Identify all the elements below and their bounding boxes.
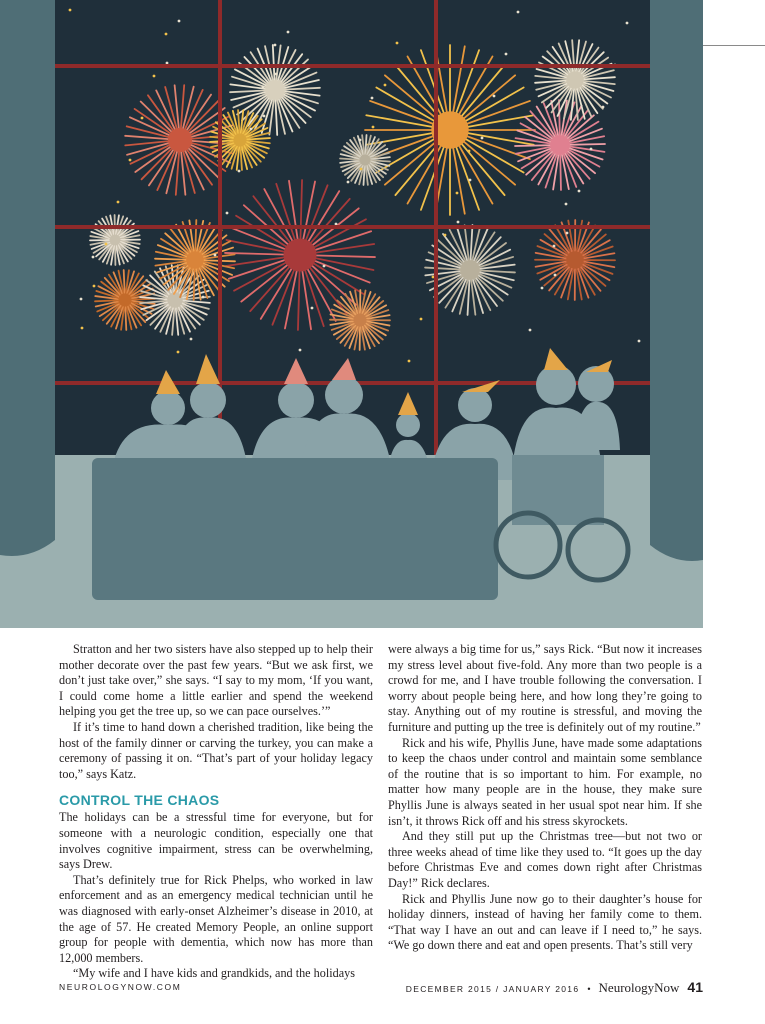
sparkle-dot [129,159,132,162]
sparkle-dot [177,351,180,354]
sparkle-dot [80,298,83,301]
footer-issue-date: DECEMBER 2015 / JANUARY 2016 [405,984,580,994]
sparkle-dot [638,340,641,343]
sparkle-dot [202,296,205,299]
sparkle-dot [117,201,120,204]
left-curtain [0,0,55,556]
sparkle-dot [554,274,557,277]
sparkle-dot [69,9,72,12]
footer-folio [406,979,703,996]
sparkle-dot [360,168,363,171]
right-column [388,642,702,954]
sparkle-dot [517,11,520,14]
sparkle-dot [274,44,277,47]
sparkle-dot [335,223,338,226]
paragraph: If it’s time to hand down a cherished tradition, like being the host of the family dinner or carving the turkey, you can make a ceremony of passing it on. “That’s part of your holiday legacy too,” says Katz. [59,719,373,781]
sparkle-dot [323,265,326,268]
sparkle-dot [602,106,605,109]
sparkle-dot [263,115,266,118]
sparkle-dot [359,139,362,142]
paragraph: Rick and Phyllis June now go to their daughter’s house for holiday dinners, instead of having her family come to them. “That way I have an out and can leave if I need to,” he says. “We go down there and eat and open presents. That’s still very [388,891,702,953]
sparkle-dot [105,243,108,246]
sparkle-dot [214,254,217,257]
sparkle-dot [153,75,156,78]
sparkle-dot [432,276,435,279]
sparkle-dot [396,42,399,45]
sparkle-dot [166,62,169,65]
left-column [59,642,373,982]
sparkle-dot [275,73,278,76]
sparkle-dot [311,307,314,310]
sparkle-dot [457,221,460,224]
top-rule [703,45,765,46]
section-heading: CONTROL THE CHAOS [59,792,220,809]
sparkle-dot [456,192,459,195]
paragraph: And they still put up the Christmas tree—but not two or three weeks ahead of time like they used to. “It goes up the day before Christmas Eve and comes down right after Christmas Day!” Rick declares. [388,829,702,890]
paragraph: Rick and his wife, Phyllis June, have made some adaptations to keep the chaos under control and maintain some semblance of the routine that is so important to him. For example, no matter how many people are in the house, they make sure Phyllis June is always seated in her usual spot near him. If she isn’t, it throws Rick off and his stress skyrockets. [388,735,702,828]
page-number: 41 [687,979,703,995]
sparkle-dot [178,20,181,23]
footer-bullet: • [587,984,591,994]
sparkle-dot [469,179,472,182]
sparkle-dot [347,181,350,184]
sparkle-dot [626,22,629,25]
sparkle-dot [250,128,253,131]
sparkle-dot [299,349,302,352]
sparkle-dot [444,234,447,237]
paragraph: were always a big time for us,” says Rick. “But now it increases my stress level about five-fold. Any more than two people is a crowd for me, and I have trouble following the conversation. I worry about people being here, and how long they’re going to stay. Anything out of my routine is stressful, and moving the furniture and putting up the tree is definitely out of my routine.” [388,642,702,734]
footer-magazine-name: NeurologyNow [598,980,680,995]
sparkle-dot [566,232,569,235]
sparkle-dot [408,360,411,363]
sparkle-dot [226,212,229,215]
sparkle-dot [190,338,193,341]
footer-site-url: NEUROLOGYNOW.COM [59,982,182,992]
sparkle-dot [371,97,374,100]
sparkle-dot [590,148,593,151]
sparkle-dot [92,256,95,259]
sparkle-dot [468,150,471,153]
paragraph: The holidays can be a stressful time for everyone, but for someone with a neurologic condition, especially one that involves cognitive impairment, stress can be overwhelming, says Drew. [59,810,373,872]
sparkle-dot [505,53,508,56]
sparkle-dot [262,86,265,89]
paragraph: “My wife and I have kids and grandkids, and the holidays [73,966,355,981]
sofa [92,458,498,600]
sparkle-dot [141,117,144,120]
sparkle-dot [493,95,496,98]
right-curtain [650,0,703,561]
paragraph: Stratton and her two sisters have also stepped up to help their mother decorate over the past few years. “But we ask first, we don’t just take over,” she says. “I say to my mom, ‘If you want, I could come home a little earlier and spend the weekend helping you get the tree up, so we can pace ourselves.’” [59,642,373,719]
sparkle-dot [420,318,423,321]
sparkle-dot [578,190,581,193]
sparkle-dot [93,285,96,288]
sparkle-dot [541,287,544,290]
sparkle-dot [165,33,168,36]
sparkle-dot [238,170,241,173]
sparkle-dot [481,137,484,140]
sparkle-dot [372,126,375,129]
sparkle-dot [384,84,387,87]
sparkle-dot [529,329,532,332]
paragraph: That’s definitely true for Rick Phelps, who worked in law enforcement and as an emergency medical technician until he was diagnosed with early-onset Alzheimer’s disease in 2010, at the age of 57. He created Memory People, an online support group for people with dementia, which now has more than 12,000 members. [59,872,373,965]
sparkle-dot [287,31,290,34]
sparkle-dot [81,327,84,330]
sparkle-dot [565,203,568,206]
sparkle-dot [553,245,556,248]
